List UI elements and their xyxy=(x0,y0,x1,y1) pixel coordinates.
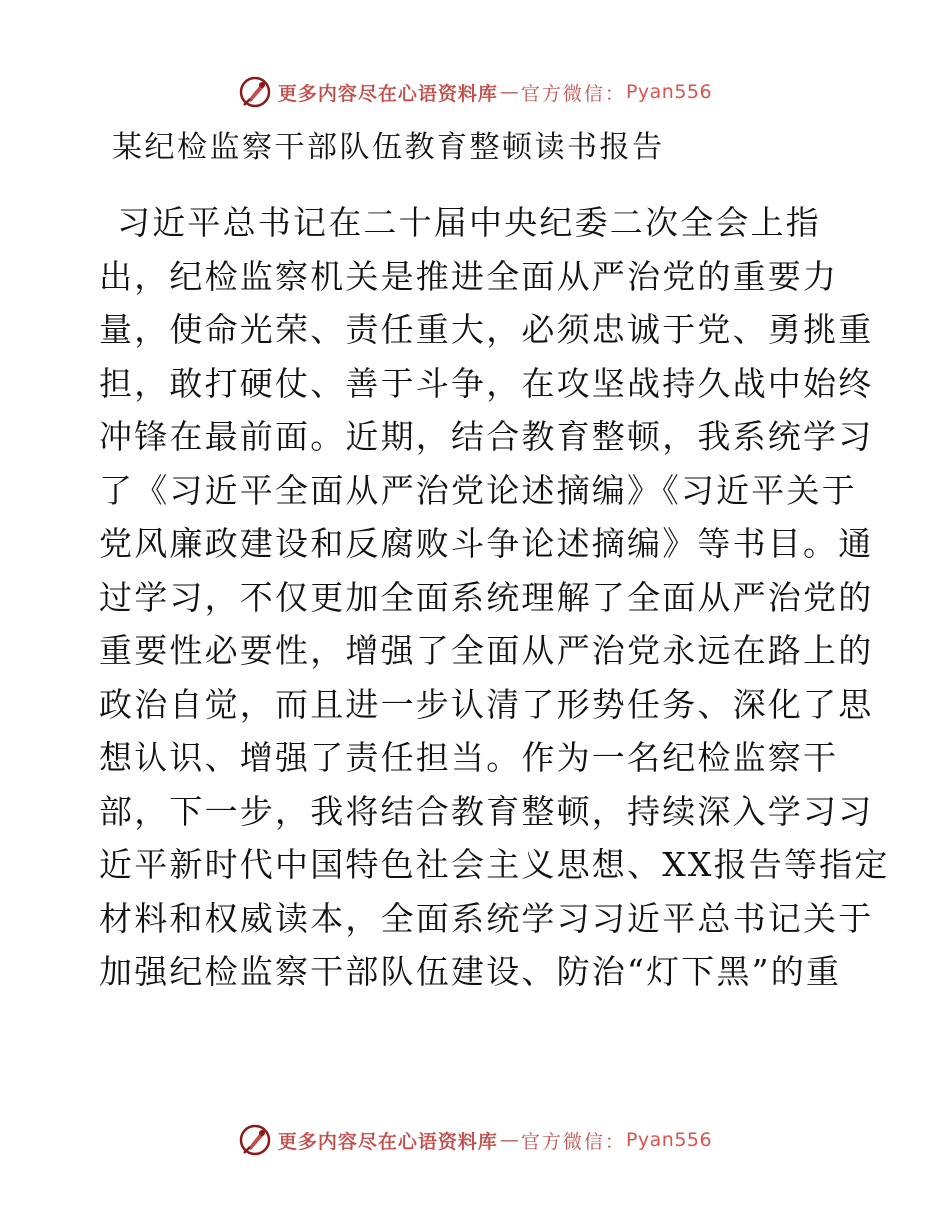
text-line: 重要性必要性，增强了全面从严治党永远在路上的 xyxy=(99,631,874,670)
feather-pen-logo-icon xyxy=(238,1123,272,1157)
text-line: 量，使命光荣、责任重大，必须忠诚于党、勇挑重 xyxy=(99,310,874,349)
document-body xyxy=(99,196,890,999)
text-line: 党风廉政建设和反腐败斗争论述摘编》等书目。通 xyxy=(99,524,874,563)
text-line: 习近平总书记在二十届中央纪委二次全会上指 xyxy=(117,203,821,242)
header-banner xyxy=(0,72,950,112)
text-line: 近平新时代中国特色社会主义思想、XX报告等指定 xyxy=(99,845,890,884)
text-line: 了《习近平全面从严治党论述摘编》《习近平关于 xyxy=(99,470,857,510)
text-line: 想认识、增强了责任担当。作为一名纪检监察干 xyxy=(99,738,839,777)
text-line: 加强纪检监察干部队伍建设、防治“灯下黑”的重 xyxy=(99,952,842,991)
feather-pen-logo-icon xyxy=(238,75,272,109)
text-line: 担，敢打硬仗、善于斗争，在攻坚战持久战中始终 xyxy=(99,363,874,403)
text-line: 冲锋在最前面。近期，结合教育整顿，我系统学习 xyxy=(99,417,874,456)
wechat-label: 官方微信： xyxy=(520,82,626,105)
promo-text: 更多内容尽在心语资料库 xyxy=(277,1130,498,1153)
text-line: 材料和权威读本，全面系统学习习近平总书记关于 xyxy=(99,898,874,938)
document-title: 某纪检监察干部队伍教育整顿读书报告 xyxy=(112,130,665,165)
promo-text: 更多内容尽在心语资料库 xyxy=(277,82,498,105)
text-line: 过学习，不仅更加全面系统理解了全面从严治党的 xyxy=(99,577,874,617)
wechat-id: Pyan556 xyxy=(625,81,713,103)
text-line: 出，纪检监察机关是推进全面从严治党的重要力 xyxy=(99,256,839,296)
text-line: 政治自觉，而且进一步认清了形势任务、深化了思 xyxy=(99,684,874,724)
text-line: 部，下一步，我将结合教育整顿，持续深入学习习 xyxy=(99,791,874,831)
footer-banner xyxy=(0,1120,950,1160)
separator: — xyxy=(499,81,519,103)
wechat-label: 官方微信： xyxy=(520,1130,626,1153)
wechat-id: Pyan556 xyxy=(625,1129,713,1151)
separator: — xyxy=(499,1129,519,1151)
